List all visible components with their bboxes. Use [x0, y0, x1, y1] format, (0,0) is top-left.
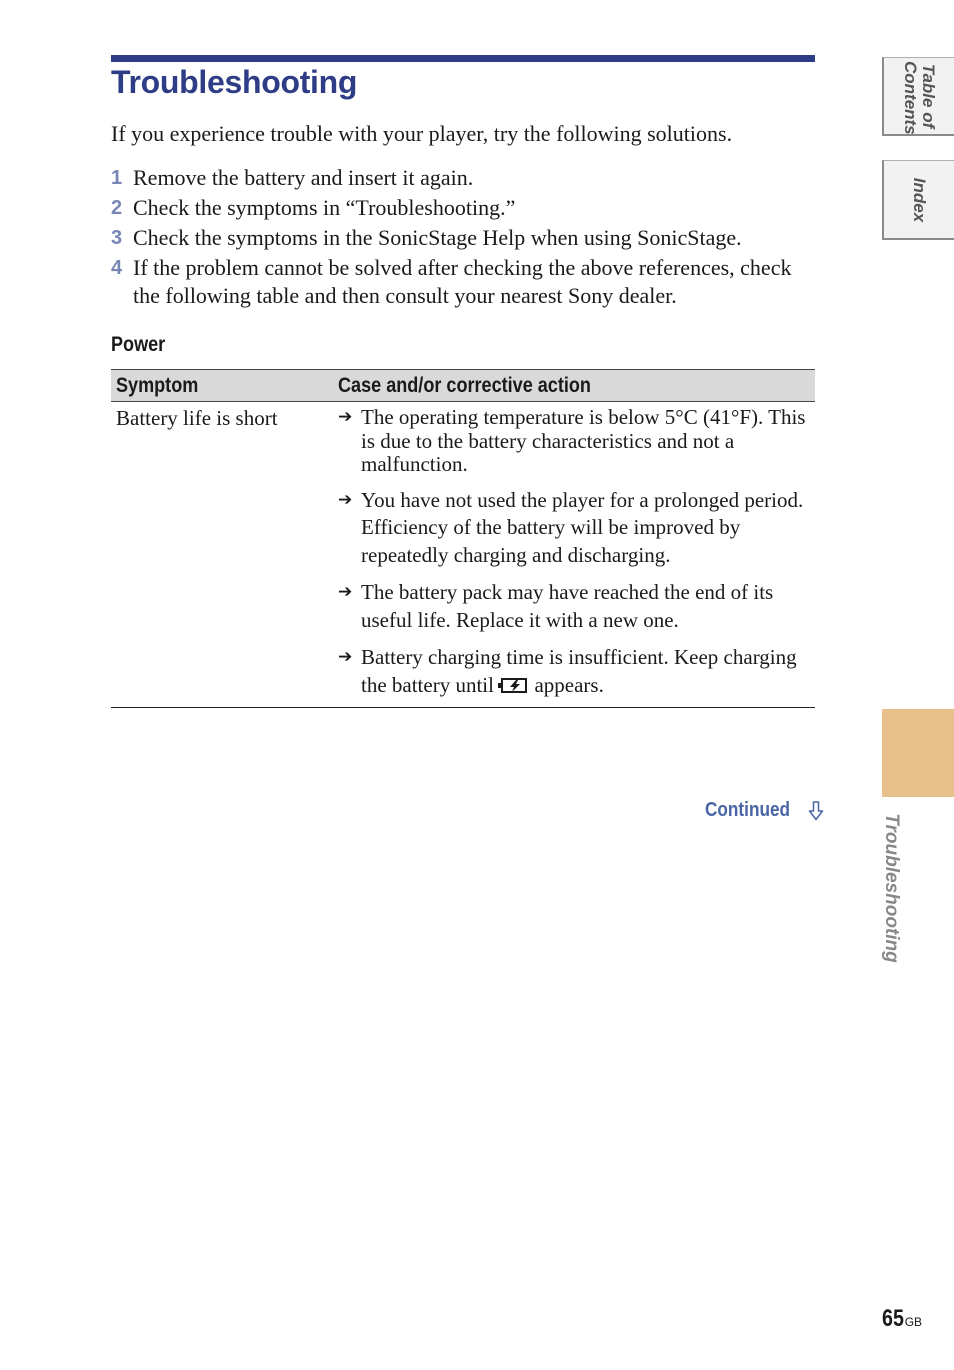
step-text: Remove the battery and insert it again.	[133, 165, 474, 190]
action-text: You have not used the player for a prolonged period. Efficiency of the battery will be improved by repeatedly charging and discharging.	[361, 487, 804, 567]
page-title: Troubleshooting	[111, 64, 358, 100]
action-text-after-icon: appears.	[534, 672, 604, 697]
arrow-right-icon: ➔	[338, 582, 353, 602]
action-item	[338, 579, 808, 634]
action-text-before-icon: Battery charging time is insufficient. Keep charging the battery until	[361, 645, 797, 697]
step-item	[111, 254, 811, 310]
tab-index-label: Index	[910, 177, 929, 222]
step-number: 4	[111, 257, 123, 279]
symptom-cell: Battery life is short	[116, 406, 278, 430]
page-number-value: 65	[882, 1305, 904, 1332]
tab-index[interactable]	[882, 160, 954, 240]
header-action: Case and/or corrective action	[338, 374, 591, 397]
action-item	[338, 487, 808, 570]
battery-full-charge-icon	[501, 678, 527, 693]
arrow-right-icon: ➔	[338, 647, 353, 667]
troubleshooting-table	[111, 369, 815, 708]
section-heading: Power	[111, 333, 166, 356]
page-number	[882, 1305, 922, 1333]
header-symptom: Symptom	[116, 374, 199, 397]
steps-list	[111, 164, 811, 312]
action-cell	[338, 406, 808, 699]
step-text: Check the symptoms in the SonicStage Help when using SonicStage.	[133, 225, 742, 250]
tab-table-of-contents[interactable]	[882, 57, 954, 136]
action-text: The operating temperature is below 5°C (41°F). This is due to the battery characteristics and not a malfunction.	[361, 405, 806, 476]
step-item	[111, 224, 811, 252]
table-row	[111, 402, 815, 707]
section-accent-tab	[882, 709, 954, 797]
arrow-down-icon	[808, 801, 824, 821]
table-header	[111, 369, 815, 402]
step-number: 3	[111, 227, 123, 249]
step-number: 1	[111, 167, 123, 189]
action-item	[338, 644, 808, 699]
step-item	[111, 194, 811, 222]
title-rule	[111, 55, 815, 62]
step-text: If the problem cannot be solved after checking the above references, check the following table and then consult your nearest Sony dealer.	[133, 255, 792, 308]
step-number: 2	[111, 197, 123, 219]
arrow-right-icon: ➔	[338, 489, 353, 510]
side-section-label: Troubleshooting	[881, 813, 902, 963]
action-item	[338, 406, 808, 477]
step-item	[111, 164, 811, 192]
continued-label: Continued	[705, 799, 791, 821]
page-number-suffix: GB	[904, 1315, 923, 1329]
action-text: The battery pack may have reached the end of its useful life. Replace it with a new one.	[361, 580, 774, 632]
step-text: Check the symptoms in “Troubleshooting.”	[133, 195, 516, 220]
arrow-right-icon: ➔	[338, 407, 353, 427]
intro-text: If you experience trouble with your player, try the following solutions.	[111, 121, 733, 146]
continued-link[interactable]	[705, 799, 824, 822]
tab-toc-label: Table of Contents	[901, 61, 938, 135]
